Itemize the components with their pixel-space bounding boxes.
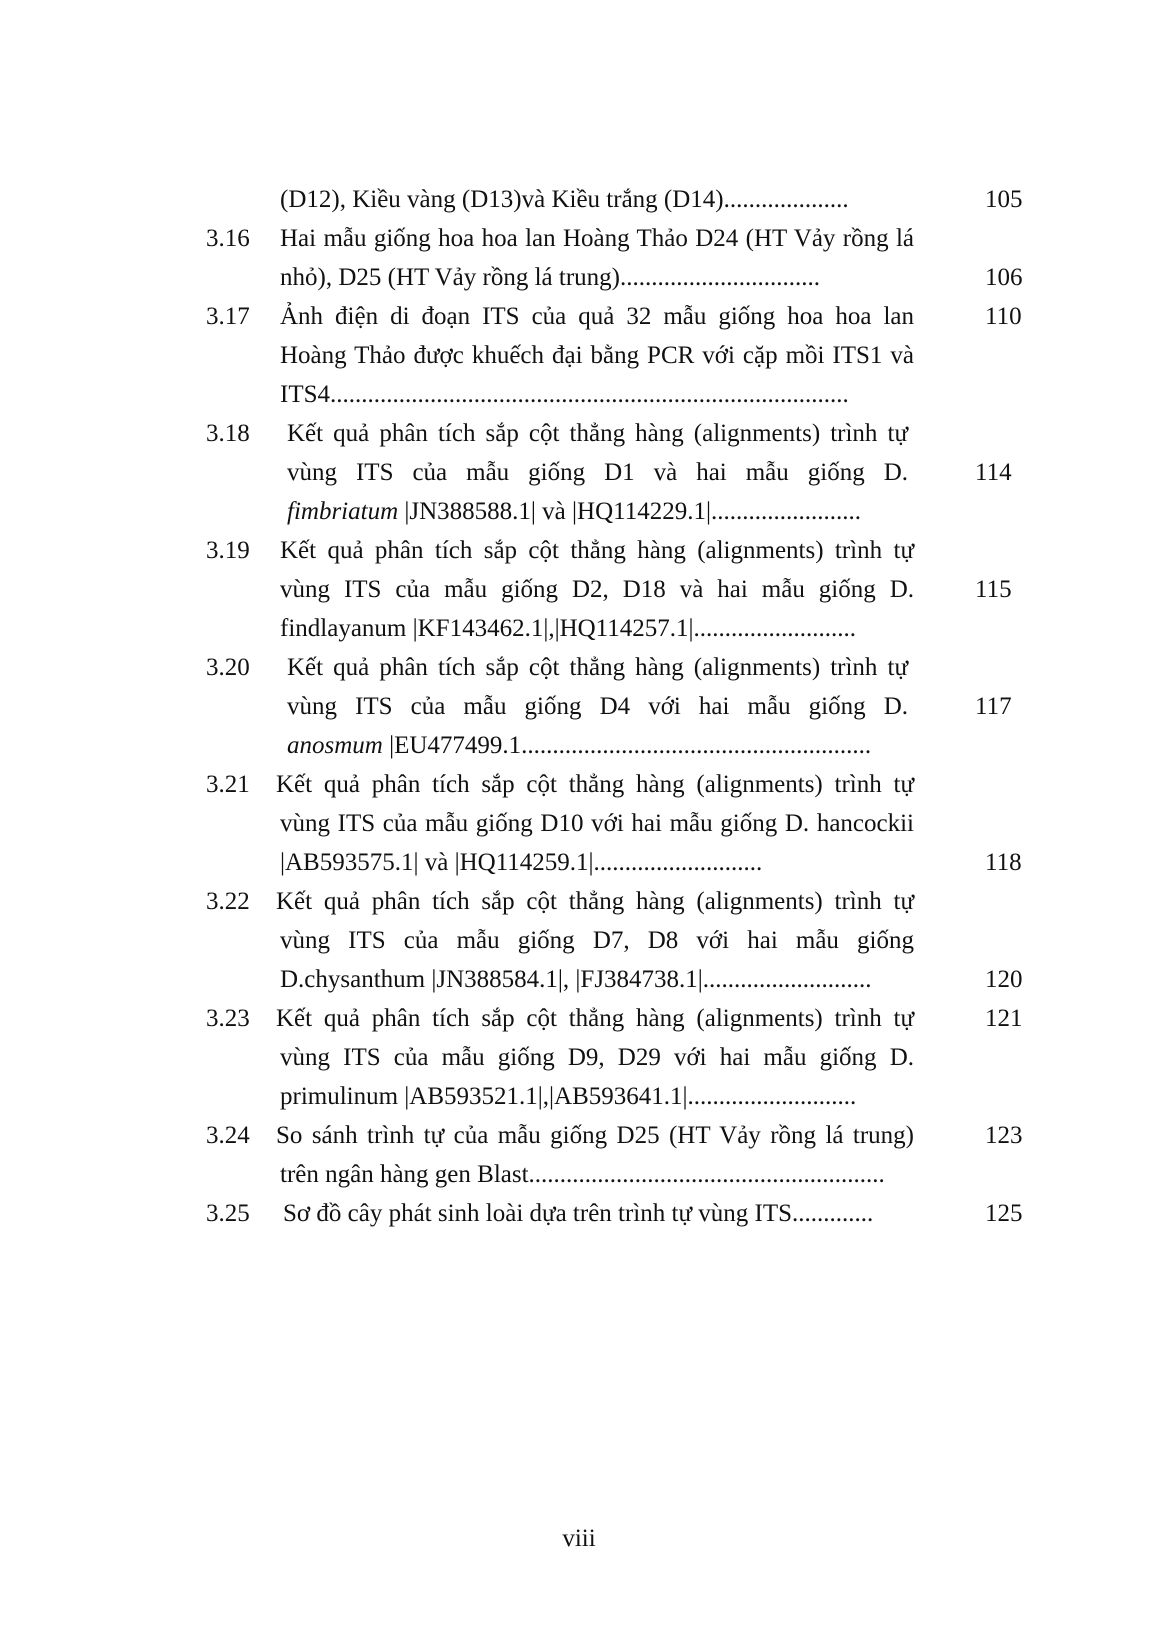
toc-text: Hoàng Thảo được khuếch đại bằng PCR với cặp mồi ITS1 và	[280, 342, 914, 369]
toc-number: 3.21	[206, 771, 250, 798]
species-name: fimbriatum	[287, 498, 399, 525]
toc-text: Hai mẫu giống hoa hoa lan Hoàng Thảo D24 (HT Vảy rồng lá	[280, 225, 914, 252]
toc-row	[0, 1038, 1158, 1078]
toc-number: 3.16	[206, 225, 250, 252]
toc-row	[0, 453, 1158, 493]
toc-row	[0, 336, 1158, 376]
toc-page: 120	[985, 966, 1023, 993]
toc-row	[0, 414, 1158, 454]
toc-row	[0, 1077, 1158, 1117]
toc-number: 3.22	[206, 888, 250, 915]
toc-row	[0, 687, 1158, 727]
toc-row	[0, 570, 1158, 610]
toc-page: 115	[975, 576, 1012, 603]
toc-number: 3.23	[206, 1005, 250, 1032]
toc-row	[0, 804, 1158, 844]
toc-page: 118	[985, 849, 1022, 876]
toc-row	[0, 648, 1158, 688]
toc-row	[0, 375, 1158, 415]
toc-text: Kết quả phân tích sắp cột thẳng hàng (alignments) trình tự	[280, 537, 914, 564]
toc-page: 125	[985, 1200, 1023, 1227]
toc-row	[0, 921, 1158, 961]
toc-number: 3.19	[206, 537, 250, 564]
toc-text: D.chysanthum |JN388584.1|, |FJ384738.1|...........................	[280, 966, 872, 993]
toc-text: Kết quả phân tích sắp cột thẳng hàng (alignments) trình tự	[287, 420, 908, 447]
toc-text: Ảnh điện di đoạn ITS của quả 32 mẫu giống hoa hoa lan	[280, 303, 914, 330]
toc-text: vùng ITS của mẫu giống D2, D18 và hai mẫu giống D.	[280, 576, 914, 603]
toc-page: 123	[985, 1122, 1023, 1149]
toc-number: 3.20	[206, 654, 250, 681]
toc-row	[0, 297, 1158, 337]
toc-text: |AB593575.1| và |HQ114259.1|...........................	[280, 849, 763, 876]
toc-row	[0, 1116, 1158, 1156]
toc-text: Kết quả phân tích sắp cột thẳng hàng (alignments) trình tự	[276, 1005, 914, 1032]
accession-text: |JN388588.1| và |HQ114229.1|........................	[398, 498, 861, 525]
toc-text	[287, 492, 861, 532]
toc-text: vùng ITS của mẫu giống D9, D29 với hai mẫu giống D.	[280, 1044, 914, 1071]
toc-text: Kết quả phân tích sắp cột thẳng hàng (alignments) trình tự	[276, 771, 914, 798]
toc-row	[0, 1155, 1158, 1195]
toc-text: vùng ITS của mẫu giống D1 và hai mẫu giống D.	[287, 459, 908, 486]
toc-text: vùng ITS của mẫu giống D4 với hai mẫu giống D.	[287, 693, 908, 720]
toc-text	[287, 726, 871, 766]
toc-text: ITS4...................................................................................	[280, 381, 849, 408]
toc-row	[0, 609, 1158, 649]
toc-text: Kết quả phân tích sắp cột thẳng hàng (alignments) trình tự	[287, 654, 908, 681]
toc-row	[0, 1194, 1158, 1234]
toc-page: 110	[985, 303, 1022, 330]
toc-row	[0, 531, 1158, 571]
toc-text: Kết quả phân tích sắp cột thẳng hàng (alignments) trình tự	[276, 888, 914, 915]
toc-text: primulinum |AB593521.1|,|AB593641.1|...........................	[280, 1083, 857, 1110]
page-number: viii	[562, 1525, 596, 1552]
toc-row	[0, 492, 1158, 532]
accession-text: |EU477499.1........................................................	[382, 732, 872, 759]
toc-text: Sơ đồ cây phát sinh loài dựa trên trình tự vùng ITS.............	[283, 1200, 874, 1227]
toc-page: 121	[985, 1005, 1023, 1032]
toc-page: 106	[985, 264, 1023, 291]
toc-page: 117	[975, 693, 1012, 720]
toc-number: 3.24	[206, 1122, 250, 1149]
toc-row	[0, 180, 1158, 220]
toc-text: vùng ITS của mẫu giống D10 với hai mẫu giống D. hancockii	[280, 810, 914, 837]
toc-number: 3.17	[206, 303, 250, 330]
toc-row	[0, 960, 1158, 1000]
toc-number: 3.18	[206, 420, 250, 447]
toc-number: 3.25	[206, 1200, 250, 1227]
toc-page: 105	[985, 186, 1023, 213]
toc-row	[0, 765, 1158, 805]
toc-row	[0, 999, 1158, 1039]
toc-row	[0, 882, 1158, 922]
toc-text: findlayanum |KF143462.1|,|HQ114257.1|..........................	[280, 615, 857, 642]
species-name: anosmum	[287, 732, 383, 759]
toc-text: (D12), Kiều vàng (D13)và Kiều trắng (D14)....................	[280, 186, 849, 213]
toc-row	[0, 258, 1158, 298]
toc-text: trên ngân hàng gen Blast.........................................................	[280, 1161, 885, 1188]
toc-text: vùng ITS của mẫu giống D7, D8 với hai mẫu giống	[280, 927, 914, 954]
toc-row	[0, 219, 1158, 259]
toc-row	[0, 726, 1158, 766]
toc-page: 114	[975, 459, 1012, 486]
toc-text: So sánh trình tự của mẫu giống D25 (HT Vảy rồng lá trung)	[276, 1122, 914, 1149]
toc-text: nhỏ), D25 (HT Vảy rồng lá trung)................................	[280, 264, 820, 291]
toc-row	[0, 843, 1158, 883]
